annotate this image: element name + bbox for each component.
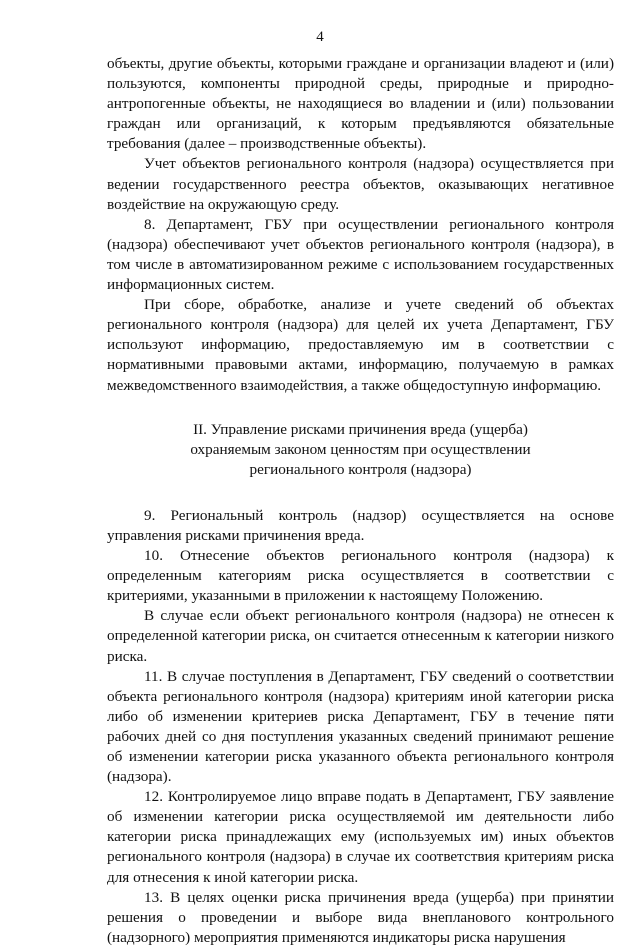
page-number: 4 [316, 29, 324, 45]
paragraph-2: Учет объектов регионального контроля (надзора) осуществляется при ведении государственного реестра объектов, оказывающих негативное воздействие на окружающую среду. [107, 155, 614, 213]
paragraph-5: 9. Региональный контроль (надзор) осуществляется на основе управления рисками причинения вреда. [107, 506, 614, 544]
paragraph-1: объекты, другие объекты, которыми граждане и организации владеют и (или) пользуются, компоненты природной среды, природные и природно-антропогенные объекты, не находящиеся во владении и (или) пользовании граждан или организаций, к которым предъявляются обязательные требования (далее – производственные объекты). [107, 55, 614, 153]
paragraph-9: 12. Контролируемое лицо вправе подать в Департамент, ГБУ заявление об изменении категории риска осуществляемой им деятельности либо категории риска принадлежащих ему (используемых им) иных объектов регионального контроля (надзора) в случае их соответствия критериям риска для отнесения к иной категории риска. [107, 788, 614, 886]
section-heading [107, 420, 614, 480]
document-body [107, 54, 614, 948]
section-heading-line-2: охраняемым законом ценностям при осуществлении [190, 440, 531, 458]
paragraph-4: При сборе, обработке, анализе и учете сведений об объектах регионального контроля (надзора) для целей их учета Департамент, ГБУ используют информацию, предоставляемую им в соответствии с нормативными правовыми актами, информацию, получаемую в рамках межведомственного взаимодействия, а также общедоступную информацию. [107, 296, 614, 394]
paragraph-7: В случае если объект регионального контроля (надзора) не отнесен к определенной категории риска, он считается отнесенным к категории низкого риска. [107, 607, 614, 665]
paragraph-6: 10. Отнесение объектов регионального контроля (надзора) к определенным категориям риска осуществляется в соответствии с критериями, указанными в приложении к настоящему Положению. [107, 547, 614, 605]
section-heading-line-1: II. Управление рисками причинения вреда (ущерба) [193, 420, 528, 438]
paragraph-8: 11. В случае поступления в Департамент, ГБУ сведений о соответствии объекта регионального контроля (надзора) критериям иной категории риска либо об изменении критериев риска Департамент, ГБУ в течение пяти рабочих дней со дня поступления указанных сведений принимают решение об изменении категории риска указанного объекта регионального контроля (надзора). [107, 667, 614, 786]
paragraph-3: 8. Департамент, ГБУ при осуществлении регионального контроля (надзора) обеспечивают учет объектов регионального контроля (надзора), в том числе в автоматизированном режиме с использованием государственных информационных систем. [107, 215, 614, 294]
paragraph-10: 13. В целях оценки риска причинения вреда (ущерба) при принятии решения о проведении и выборе вида внепланового контрольного (надзорного) мероприятия применяются индикаторы риска нарушения [107, 888, 614, 946]
section-heading-line-3: регионального контроля (надзора) [249, 460, 472, 478]
